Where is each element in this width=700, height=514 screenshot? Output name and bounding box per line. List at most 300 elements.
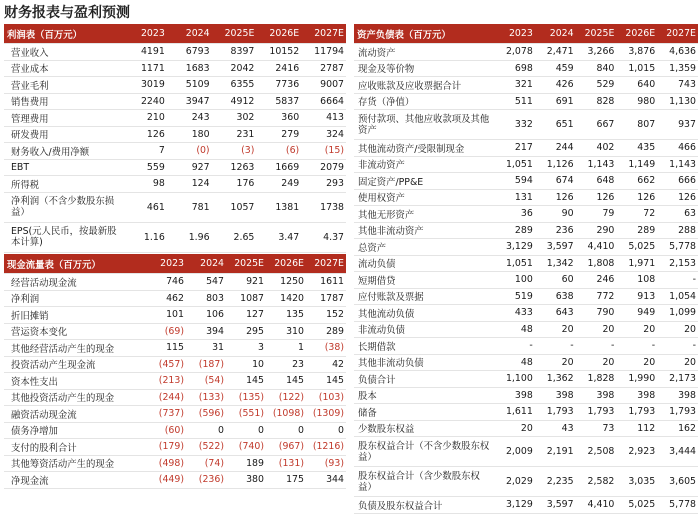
cell-value: 231 xyxy=(212,126,257,143)
cell-value: (135) xyxy=(226,389,266,406)
table-row xyxy=(354,338,698,355)
row-label: 财务收入/费用净额 xyxy=(4,143,122,160)
row-label: 投资活动产生现金流 xyxy=(4,356,146,373)
page-title: 财务报表与盈利预测 xyxy=(4,5,130,21)
table-row xyxy=(354,437,698,467)
cell-value: 519 xyxy=(494,288,535,305)
cell-value: 398 xyxy=(494,387,535,404)
row-label: 其他无形资产 xyxy=(354,206,494,223)
cell-value: (187) xyxy=(186,356,226,373)
cell-value: 20 xyxy=(535,354,576,371)
cell-value: 279 xyxy=(256,126,301,143)
cell-value: 20 xyxy=(657,354,698,371)
cell-value: 126 xyxy=(535,189,576,206)
table-row xyxy=(4,222,346,252)
cell-value: 60 xyxy=(535,272,576,289)
table-row xyxy=(354,404,698,421)
cell-value: (54) xyxy=(186,373,226,390)
cell-value: 1,051 xyxy=(494,255,535,272)
row-label: 负债及股东权益合计 xyxy=(354,497,494,514)
cell-value: 1,359 xyxy=(657,60,698,77)
cell-value: 217 xyxy=(494,140,535,157)
table-row xyxy=(4,176,346,193)
cell-value: 4191 xyxy=(122,44,167,61)
row-label: 债务净增加 xyxy=(4,422,146,439)
cell-value: 2,582 xyxy=(576,467,617,497)
cell-value: 2.65 xyxy=(212,222,257,252)
row-label: 融资活动现金流 xyxy=(4,406,146,423)
table-row xyxy=(354,387,698,404)
cell-value: 640 xyxy=(616,77,657,94)
cell-value: 398 xyxy=(616,387,657,404)
row-label: 研发费用 xyxy=(4,126,122,143)
row-label: 储备 xyxy=(354,404,494,421)
cell-value: (1309) xyxy=(306,406,346,423)
cell-value: 398 xyxy=(576,387,617,404)
cell-value: (3) xyxy=(212,143,257,160)
cell-value: (1098) xyxy=(266,406,306,423)
table-row xyxy=(354,288,698,305)
row-label: 股东权益合计（含少数股东权益） xyxy=(354,467,494,497)
cell-value: 394 xyxy=(186,323,226,340)
table-row xyxy=(354,371,698,388)
cell-value: 3,605 xyxy=(657,467,698,497)
cell-value: 7736 xyxy=(256,77,301,94)
cell-value: 243 xyxy=(167,110,212,127)
row-label: 净现金流 xyxy=(4,472,146,489)
cell-value: 435 xyxy=(616,140,657,157)
table-row xyxy=(354,140,698,157)
table-row xyxy=(354,189,698,206)
table-row xyxy=(4,143,346,160)
cell-value: 1787 xyxy=(306,290,346,307)
year-header: 2024 xyxy=(535,24,576,44)
cell-value: 781 xyxy=(167,192,212,222)
year-header: 2023 xyxy=(146,254,186,274)
cell-value: 3,876 xyxy=(616,44,657,61)
cell-value: 1,828 xyxy=(576,371,617,388)
cell-value: 1,611 xyxy=(494,404,535,421)
cell-value: 3,129 xyxy=(494,239,535,256)
cell-value: 1,342 xyxy=(535,255,576,272)
cell-value: 31 xyxy=(186,340,226,357)
cell-value: 23 xyxy=(266,356,306,373)
cell-value: (179) xyxy=(146,439,186,456)
cell-value: 1,130 xyxy=(657,93,698,110)
cell-value: 2787 xyxy=(301,60,346,77)
cell-value: 5109 xyxy=(167,77,212,94)
cell-value: (38) xyxy=(306,340,346,357)
row-label: 其他经营活动产生的现金 xyxy=(4,340,146,357)
table-row xyxy=(4,356,346,373)
cell-value: 2,009 xyxy=(494,437,535,467)
cell-value: 1,990 xyxy=(616,371,657,388)
cell-value: (498) xyxy=(146,455,186,472)
year-header: 2024 xyxy=(186,254,226,274)
table-row xyxy=(4,159,346,176)
row-label: 支付的股利合计 xyxy=(4,439,146,456)
year-header: 2025E xyxy=(212,24,257,44)
cell-value: 332 xyxy=(494,110,535,140)
cell-value: 459 xyxy=(535,60,576,77)
row-label: 少数股东权益 xyxy=(354,420,494,437)
year-header: 2025E xyxy=(576,24,617,44)
cell-value: 949 xyxy=(616,305,657,322)
cell-value: 36 xyxy=(494,206,535,223)
cell-value: 2,191 xyxy=(535,437,576,467)
cell-value: 803 xyxy=(186,290,226,307)
cell-value: 0 xyxy=(306,422,346,439)
cell-value: 48 xyxy=(494,321,535,338)
row-label: 净利润（不含少数股东损益） xyxy=(4,192,122,222)
row-label: 销售费用 xyxy=(4,93,122,110)
year-header: 2027E xyxy=(301,24,346,44)
cell-value: (122) xyxy=(266,389,306,406)
cell-value: 324 xyxy=(301,126,346,143)
cell-value: 0 xyxy=(226,422,266,439)
cell-value: 1.96 xyxy=(167,222,212,252)
row-label: EBT xyxy=(4,159,122,176)
cell-value: 10 xyxy=(226,356,266,373)
cell-value: 20 xyxy=(535,321,576,338)
row-label: 其他筹资活动产生的现金 xyxy=(4,455,146,472)
cell-value: 2,078 xyxy=(494,44,535,61)
table-header-row xyxy=(4,254,346,274)
cell-value: (737) xyxy=(146,406,186,423)
cell-value: 7 xyxy=(122,143,167,160)
table-row xyxy=(4,126,346,143)
year-header: 2026E xyxy=(616,24,657,44)
cell-value: 746 xyxy=(146,274,186,291)
cell-value: 1 xyxy=(266,340,306,357)
cell-value: 547 xyxy=(186,274,226,291)
cell-value: 828 xyxy=(576,93,617,110)
cell-value: 11794 xyxy=(301,44,346,61)
cell-value: 145 xyxy=(226,373,266,390)
cell-value: 643 xyxy=(535,305,576,322)
cell-value: 398 xyxy=(535,387,576,404)
cell-value: (213) xyxy=(146,373,186,390)
cell-value: 290 xyxy=(576,222,617,239)
table-row xyxy=(354,93,698,110)
table-row xyxy=(4,439,346,456)
cell-value: 1738 xyxy=(301,192,346,222)
cell-value: 124 xyxy=(167,176,212,193)
cell-value: 2079 xyxy=(301,159,346,176)
year-header: 2023 xyxy=(494,24,535,44)
year-header: 2026E xyxy=(266,254,306,274)
cell-value: 913 xyxy=(616,288,657,305)
cell-value: 310 xyxy=(266,323,306,340)
cell-value: 638 xyxy=(535,288,576,305)
cell-value: 980 xyxy=(616,93,657,110)
cell-value: 9007 xyxy=(301,77,346,94)
cell-value: 1250 xyxy=(266,274,306,291)
row-label: 营业毛利 xyxy=(4,77,122,94)
cell-value: 772 xyxy=(576,288,617,305)
cell-value: 131 xyxy=(494,189,535,206)
cell-value: (244) xyxy=(146,389,186,406)
year-header: 2027E xyxy=(657,24,698,44)
cell-value: 2416 xyxy=(256,60,301,77)
cell-value: 807 xyxy=(616,110,657,140)
cell-value: 126 xyxy=(616,189,657,206)
row-label: 固定资产/PP&E xyxy=(354,173,494,190)
year-header: 2027E xyxy=(306,254,346,274)
row-label: 股本 xyxy=(354,387,494,404)
row-label: 管理费用 xyxy=(4,110,122,127)
cell-value: 1171 xyxy=(122,60,167,77)
table-row xyxy=(354,44,698,61)
cell-value: 145 xyxy=(266,373,306,390)
cell-value: 666 xyxy=(657,173,698,190)
cell-value: 2,153 xyxy=(657,255,698,272)
cell-value: 1.16 xyxy=(122,222,167,252)
row-label: 现金及等价物 xyxy=(354,60,494,77)
cell-value: 2,029 xyxy=(494,467,535,497)
cell-value: 112 xyxy=(616,420,657,437)
table-row xyxy=(4,323,346,340)
cell-value: 288 xyxy=(657,222,698,239)
row-label: 折旧摊销 xyxy=(4,307,146,324)
table-row xyxy=(354,272,698,289)
table-row xyxy=(4,60,346,77)
table-row xyxy=(354,321,698,338)
table-row xyxy=(4,373,346,390)
cell-value: 511 xyxy=(494,93,535,110)
cell-value: 1,793 xyxy=(657,404,698,421)
cell-value: 1,015 xyxy=(616,60,657,77)
table-row xyxy=(354,173,698,190)
cell-value: (6) xyxy=(256,143,301,160)
table-row xyxy=(354,60,698,77)
cell-value: 6355 xyxy=(212,77,257,94)
cell-value: 1381 xyxy=(256,192,301,222)
income-statement-table xyxy=(4,24,346,253)
table-row xyxy=(354,420,698,437)
table-row xyxy=(354,255,698,272)
cell-value: 4,410 xyxy=(576,497,617,514)
cell-value: 433 xyxy=(494,305,535,322)
row-label: 营业成本 xyxy=(4,60,122,77)
cell-value: 1,793 xyxy=(535,404,576,421)
cell-value: (15) xyxy=(301,143,346,160)
table-row xyxy=(4,93,346,110)
cell-value: 360 xyxy=(256,110,301,127)
table-row xyxy=(354,497,698,514)
cell-value: 461 xyxy=(122,192,167,222)
cell-value: 145 xyxy=(306,373,346,390)
cell-value: 1,099 xyxy=(657,305,698,322)
row-label: 资本性支出 xyxy=(4,373,146,390)
cell-value: 3 xyxy=(226,340,266,357)
cell-value: 295 xyxy=(226,323,266,340)
row-label: 短期借贷 xyxy=(354,272,494,289)
cell-value: 249 xyxy=(256,176,301,193)
table-row xyxy=(4,110,346,127)
cell-value: 743 xyxy=(657,77,698,94)
table-row xyxy=(4,44,346,61)
year-header: 2026E xyxy=(256,24,301,44)
table-title: 资产负债表（百万元） xyxy=(354,24,494,44)
year-header: 2025E xyxy=(226,254,266,274)
cell-value: 126 xyxy=(657,189,698,206)
cell-value: 175 xyxy=(266,472,306,489)
cell-value: 42 xyxy=(306,356,346,373)
cell-value: 0 xyxy=(266,422,306,439)
table-row xyxy=(354,77,698,94)
table-row xyxy=(354,222,698,239)
cell-value: 135 xyxy=(266,307,306,324)
cell-value: 115 xyxy=(146,340,186,357)
cell-value: 189 xyxy=(226,455,266,472)
table-row xyxy=(4,422,346,439)
cell-value: 927 xyxy=(167,159,212,176)
row-label: 流动资产 xyxy=(354,44,494,61)
cell-value: 413 xyxy=(301,110,346,127)
year-header: 2024 xyxy=(167,24,212,44)
cell-value: 127 xyxy=(226,307,266,324)
cell-value: 98 xyxy=(122,176,167,193)
cell-value: 667 xyxy=(576,110,617,140)
cell-value: 344 xyxy=(306,472,346,489)
cell-value: 152 xyxy=(306,307,346,324)
cell-value: 4.37 xyxy=(301,222,346,252)
row-label: 股东权益合计（不含少数股东权益） xyxy=(354,437,494,467)
cell-value: 1087 xyxy=(226,290,266,307)
row-label: 所得税 xyxy=(4,176,122,193)
cell-value: 244 xyxy=(535,140,576,157)
cell-value: (0) xyxy=(167,143,212,160)
cell-value: 1057 xyxy=(212,192,257,222)
cell-value: (457) xyxy=(146,356,186,373)
cell-value: 101 xyxy=(146,307,186,324)
cell-value: 674 xyxy=(535,173,576,190)
cell-value: 426 xyxy=(535,77,576,94)
cell-value: 402 xyxy=(576,140,617,157)
cell-value: 2,235 xyxy=(535,467,576,497)
row-label: 经营活动现金流 xyxy=(4,274,146,291)
cell-value: 289 xyxy=(616,222,657,239)
cell-value: 1669 xyxy=(256,159,301,176)
row-label: 其他流动资产/受限制现金 xyxy=(354,140,494,157)
cell-value: (74) xyxy=(186,455,226,472)
cell-value: 5,778 xyxy=(657,497,698,514)
table-row xyxy=(4,389,346,406)
cell-value: (133) xyxy=(186,389,226,406)
cell-value: 840 xyxy=(576,60,617,77)
cell-value: 1,362 xyxy=(535,371,576,388)
row-label: 营业收入 xyxy=(4,44,122,61)
cell-value: 3947 xyxy=(167,93,212,110)
table-row xyxy=(354,305,698,322)
year-header: 2023 xyxy=(122,24,167,44)
cell-value: 2,923 xyxy=(616,437,657,467)
row-label: 应付账款及票据 xyxy=(354,288,494,305)
row-label: 长期借款 xyxy=(354,338,494,355)
table-row xyxy=(4,455,346,472)
row-label: 其他投资活动产生的现金 xyxy=(4,389,146,406)
table-row xyxy=(4,340,346,357)
cell-value: 3,129 xyxy=(494,497,535,514)
cell-value: 698 xyxy=(494,60,535,77)
cell-value: 2,508 xyxy=(576,437,617,467)
table-row xyxy=(4,77,346,94)
cell-value: 20 xyxy=(657,321,698,338)
cell-value: 466 xyxy=(657,140,698,157)
cell-value: (93) xyxy=(306,455,346,472)
cell-value: 594 xyxy=(494,173,535,190)
cell-value: 293 xyxy=(301,176,346,193)
cell-value: 246 xyxy=(576,272,617,289)
cell-value: 5837 xyxy=(256,93,301,110)
cell-value: (449) xyxy=(146,472,186,489)
cell-value: (740) xyxy=(226,439,266,456)
cell-value: 662 xyxy=(616,173,657,190)
cell-value: 1,143 xyxy=(657,156,698,173)
cell-value: 1611 xyxy=(306,274,346,291)
cell-value: 3,597 xyxy=(535,239,576,256)
cell-value: (236) xyxy=(186,472,226,489)
table-row xyxy=(354,467,698,497)
cell-value: 5,025 xyxy=(616,239,657,256)
cell-value: 3,444 xyxy=(657,437,698,467)
cell-value: (69) xyxy=(146,323,186,340)
cell-value: 1,971 xyxy=(616,255,657,272)
row-label: 应收账款及应收票据合计 xyxy=(354,77,494,94)
cell-value: 176 xyxy=(212,176,257,193)
row-label: 非流动负债 xyxy=(354,321,494,338)
cell-value: 6664 xyxy=(301,93,346,110)
table-title: 现金流量表（百万元） xyxy=(4,254,146,274)
table-row xyxy=(4,192,346,222)
cell-value: 289 xyxy=(306,323,346,340)
cell-value: 6793 xyxy=(167,44,212,61)
row-label: 其他流动负债 xyxy=(354,305,494,322)
cell-value: 2,471 xyxy=(535,44,576,61)
cell-value: 651 xyxy=(535,110,576,140)
cell-value: 108 xyxy=(616,272,657,289)
cell-value: 1,054 xyxy=(657,288,698,305)
cell-value: (1216) xyxy=(306,439,346,456)
cell-value: 321 xyxy=(494,77,535,94)
row-label: EPS(元人民币，按最新股本计算) xyxy=(4,222,122,252)
cell-value: 100 xyxy=(494,272,535,289)
cell-value: 1,100 xyxy=(494,371,535,388)
cell-value: 529 xyxy=(576,77,617,94)
cell-value: (551) xyxy=(226,406,266,423)
cell-value: 8397 xyxy=(212,44,257,61)
cell-value: 2042 xyxy=(212,60,257,77)
cell-value: - xyxy=(616,338,657,355)
row-label: 预付款项、其他应收款项及其他资产 xyxy=(354,110,494,140)
cell-value: 921 xyxy=(226,274,266,291)
table-row xyxy=(354,156,698,173)
cell-value: 1,126 xyxy=(535,156,576,173)
cell-value: 462 xyxy=(146,290,186,307)
table-row xyxy=(4,290,346,307)
table-row xyxy=(354,354,698,371)
cell-value: 0 xyxy=(186,422,226,439)
table-header-row xyxy=(4,24,346,44)
cell-value: 380 xyxy=(226,472,266,489)
cell-value: 2,173 xyxy=(657,371,698,388)
cell-value: 1,143 xyxy=(576,156,617,173)
cell-value: 3,035 xyxy=(616,467,657,497)
cell-value: 398 xyxy=(657,387,698,404)
cell-value: 1420 xyxy=(266,290,306,307)
cell-value: 79 xyxy=(576,206,617,223)
